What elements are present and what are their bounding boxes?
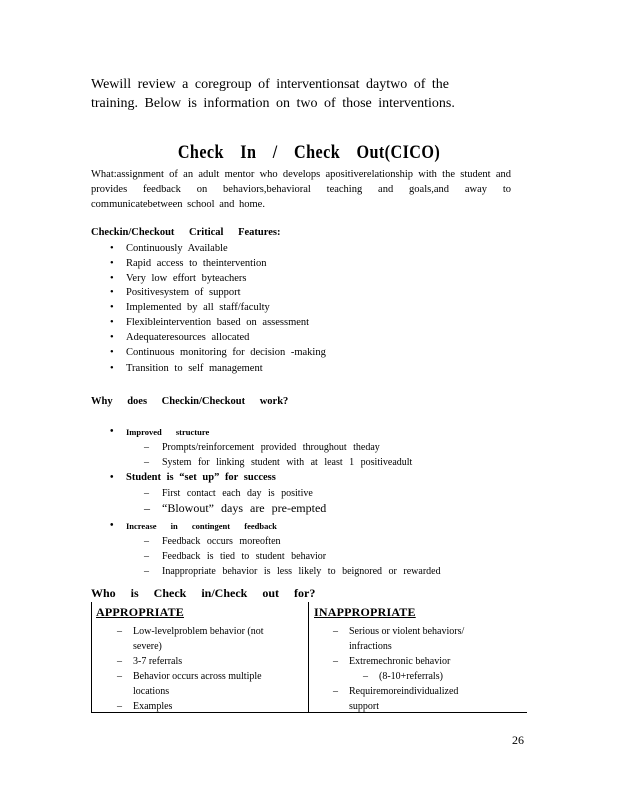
why-bullet-set-up: • Student is “set up” for success: [110, 470, 441, 486]
why-sub-item: – System for linking student with at least 1 positiveadult: [110, 455, 441, 470]
table-cell-item: – Behavior occurs across multiple: [113, 669, 293, 684]
why-bullet-structure: • Improved structure: [110, 424, 441, 440]
table-cell-item: – Requiremoreindividualized: [329, 684, 489, 699]
list-item: • Rapid access to theintervention: [110, 257, 326, 272]
inappropriate-list: [329, 624, 489, 714]
list-item: • Adequateresources allocated: [110, 331, 326, 346]
why-bullet-feedback: • Increase in contingent feedback: [110, 518, 441, 534]
who-heading: Who is Check in/Check out for?: [91, 586, 316, 600]
table-divider: [308, 602, 309, 712]
why-heading: Why does Checkin/Checkout work?: [91, 396, 289, 407]
list-item: • Continuously Available: [110, 242, 326, 257]
why-sub-item: – Prompts/reinforcement provided throughout theday: [110, 440, 441, 455]
list-item: • Implemented by all staff/faculty: [110, 301, 326, 316]
why-sub-item: – First contact each day is positive: [110, 486, 441, 501]
critical-features-list: [110, 242, 326, 377]
why-sub-item: – Feedback is tied to student behavior: [110, 549, 441, 564]
why-sub-item: – Inappropriate behavior is less likely to beignored or rewarded: [110, 564, 441, 579]
what-paragraph: What:assignment of an adult mentor who develops apositiverelationship with the student and provides feedback on behaviors,behavioral teaching and goals,and away to communicatebetween school and home.: [91, 169, 511, 210]
table-cell-item: support: [349, 701, 379, 712]
table-cell-item: – 3-7 referrals: [113, 654, 293, 669]
inappropriate-header: INAPPROPRIATE: [314, 605, 416, 619]
page-number: 26: [512, 733, 524, 747]
why-sub-item: – “Blowout” days are pre-empted: [110, 501, 441, 516]
table-cell-item: – Examples: [113, 699, 293, 714]
intro-paragraph: Wewill review a coregroup of interventionsat daytwo of the training. Below is information on two of those interventions.: [91, 77, 455, 111]
table-cell-item: infractions: [349, 641, 392, 652]
list-item: • Very low effort byteachers: [110, 272, 326, 287]
table-cell-item: – Serious or violent behaviors/: [329, 624, 489, 639]
table-cell-item: – (8-10+referrals): [329, 669, 489, 684]
section-title: Check In / Check Out(CICO): [177, 142, 441, 163]
list-item: • Continuous monitoring for decision -making: [110, 346, 326, 361]
why-list: [110, 424, 441, 579]
table-cell-item: – Extremechronic behavior: [329, 654, 489, 669]
critical-features-heading: Checkin/Checkout Critical Features:: [91, 227, 281, 238]
list-item: • Transition to self management: [110, 362, 326, 377]
table-cell-item: severe): [133, 641, 162, 652]
list-item: • Flexibleintervention based on assessment: [110, 316, 326, 331]
why-sub-item: – Feedback occurs moreoften: [110, 534, 441, 549]
table-cell-item: – Low-levelproblem behavior (not: [113, 624, 293, 639]
table-cell-item: locations: [133, 686, 170, 697]
list-item: • Positivesystem of support: [110, 286, 326, 301]
appropriate-list: [113, 624, 293, 714]
appropriate-header: APPROPRIATE: [96, 605, 184, 619]
